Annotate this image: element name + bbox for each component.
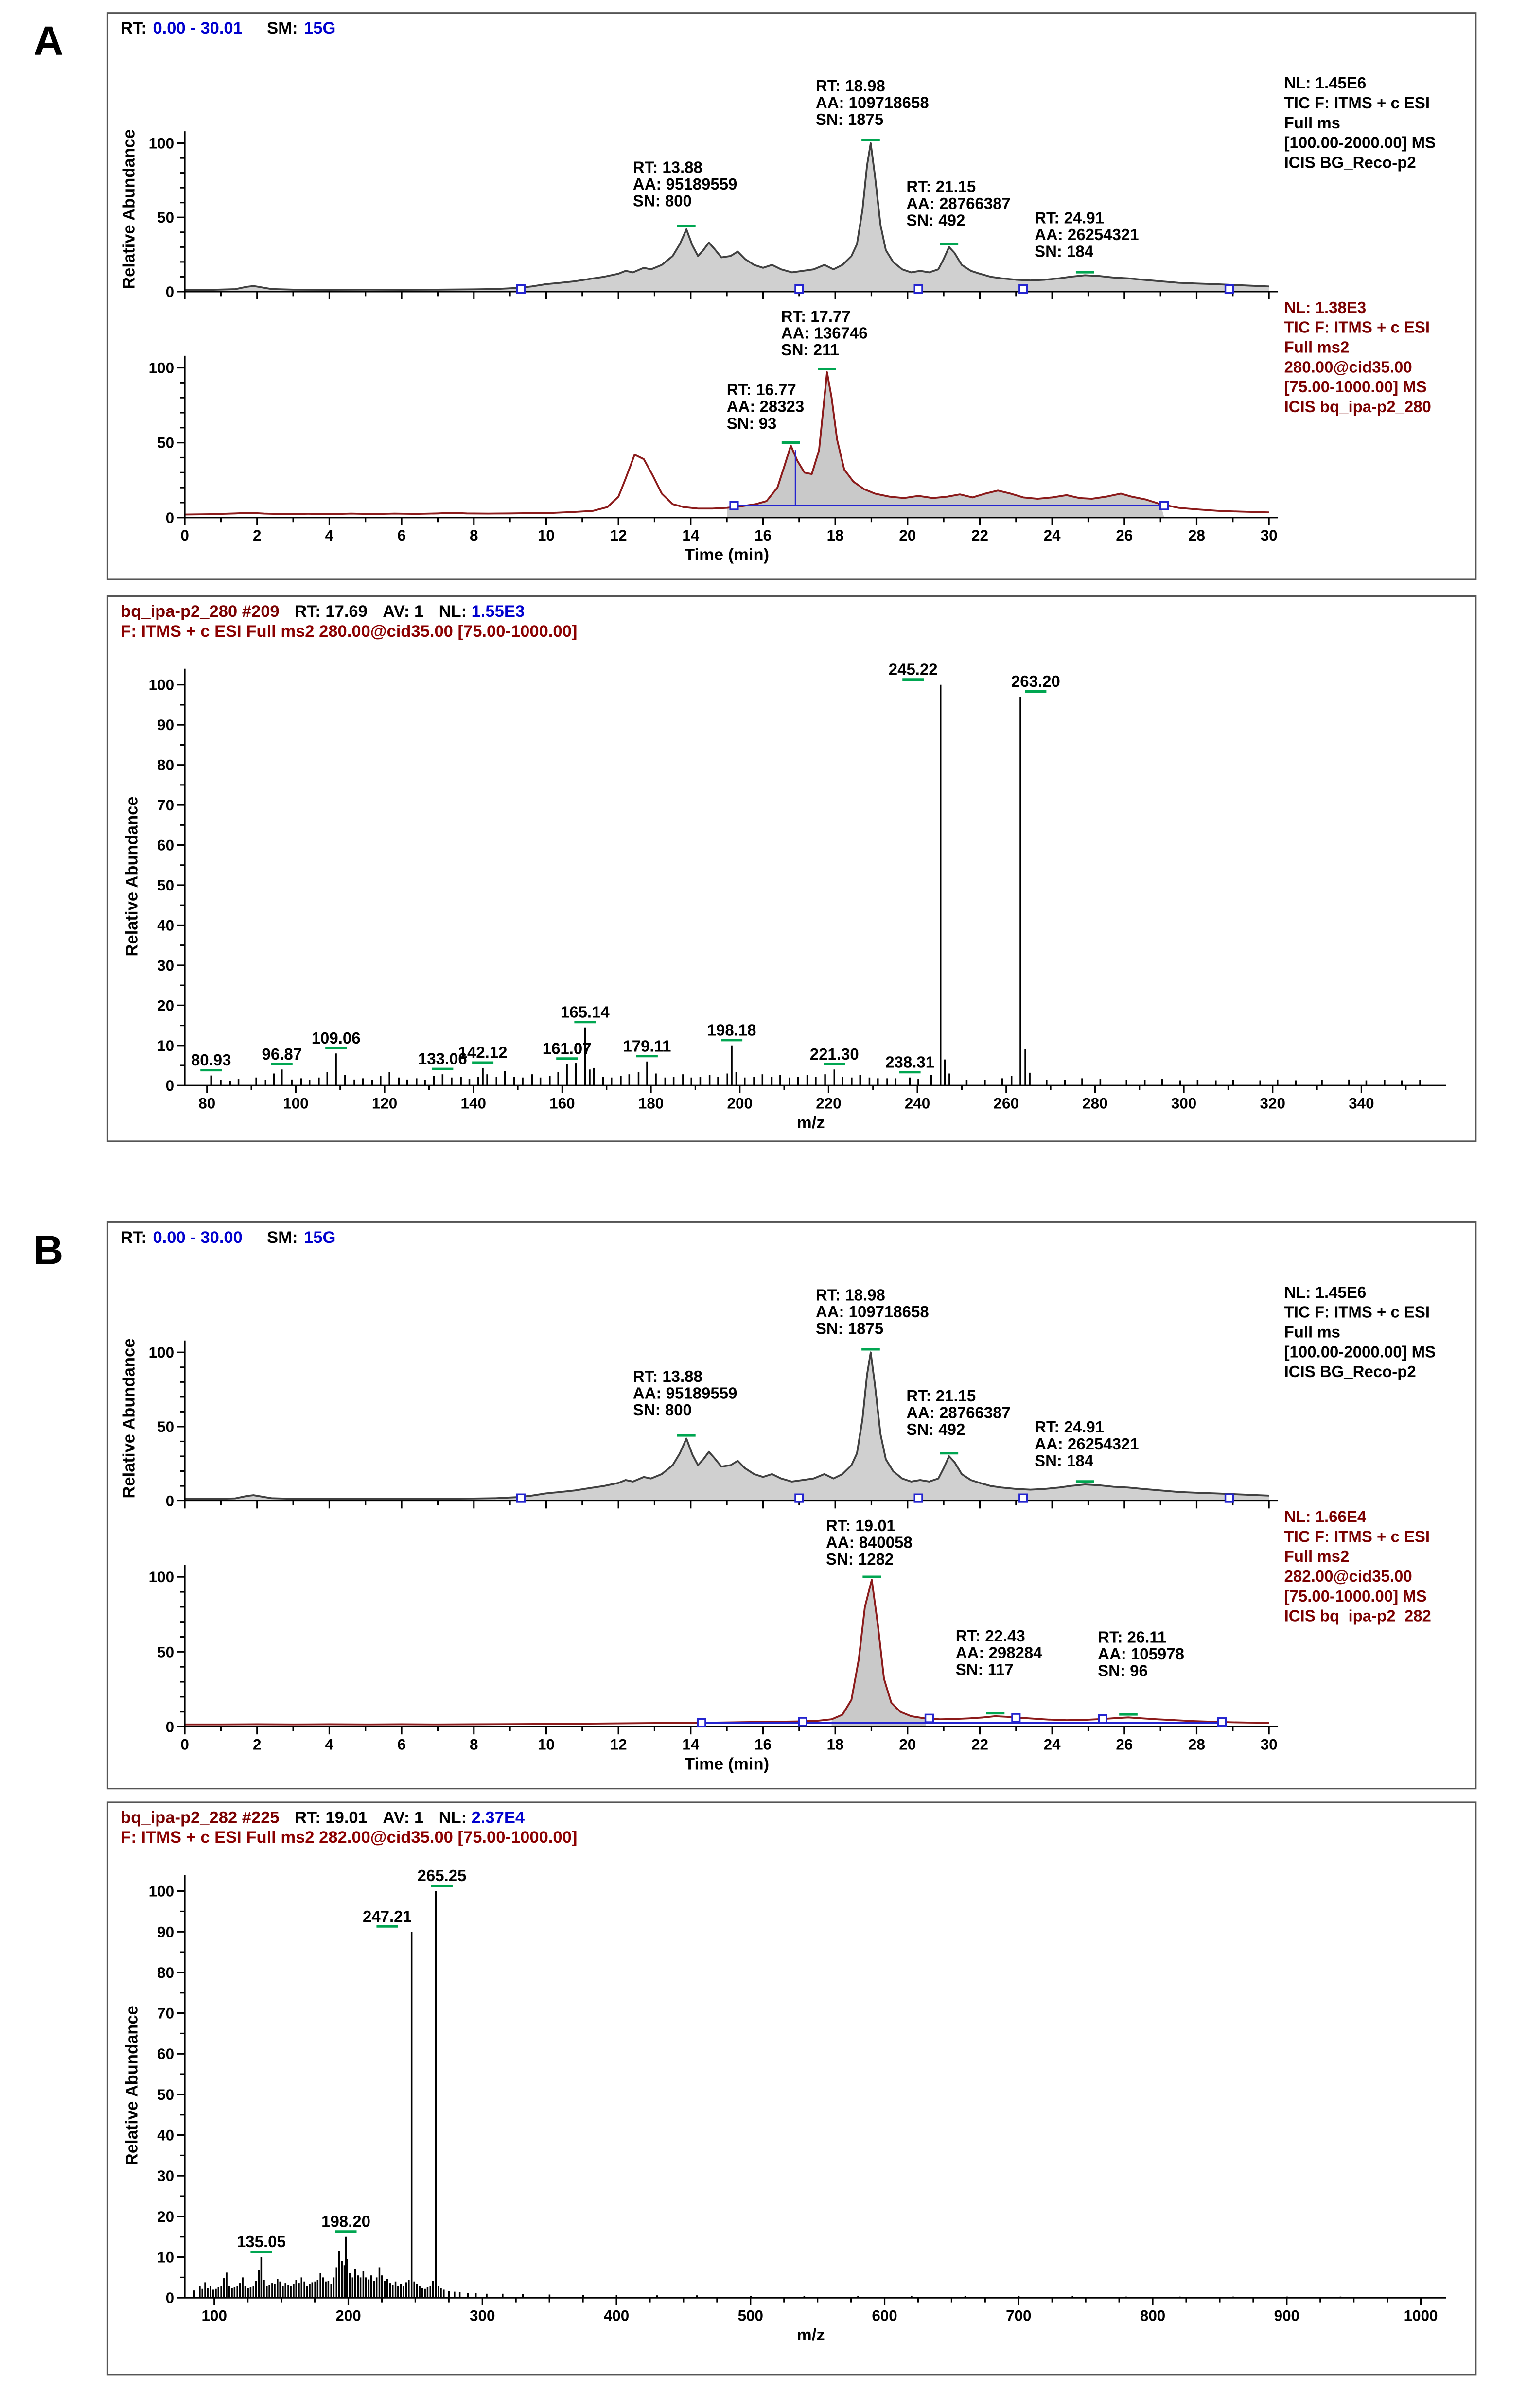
peak-annotation: AA: 95189559 xyxy=(632,175,737,193)
scan-rt: RT: 17.69 xyxy=(295,603,368,622)
detector-info-line: NL: 1.45E6 xyxy=(1284,74,1367,92)
detector-info-line: NL: 1.45E6 xyxy=(1284,1283,1367,1301)
tick-label: 16 xyxy=(754,1736,772,1753)
scan-av: AV: 1 xyxy=(383,603,424,622)
tick-label: 90 xyxy=(157,1923,175,1941)
tick-label: 50 xyxy=(157,434,175,452)
tick-label: 40 xyxy=(157,2127,175,2144)
peak-annotation: AA: 840058 xyxy=(825,1533,913,1552)
rt-value: 0.00 - 30.00 xyxy=(153,1229,243,1248)
peak-annotation: RT: 18.98 xyxy=(815,76,885,95)
tick-label: 240 xyxy=(904,1095,930,1112)
tick-label: 340 xyxy=(1349,1095,1374,1112)
tick-label: 600 xyxy=(872,2307,897,2324)
peak-annotation: RT: 22.43 xyxy=(955,1626,1025,1645)
detector-info-line: Full ms2 xyxy=(1284,338,1350,356)
tick-label: 140 xyxy=(460,1095,486,1112)
peak-annotation: SN: 1875 xyxy=(815,110,884,128)
mz-peak-label: 80.93 xyxy=(191,1051,231,1069)
integration-marker xyxy=(517,285,525,293)
mz-peak-label: 161.07 xyxy=(542,1039,592,1058)
peak-annotation: SN: 184 xyxy=(1035,1451,1094,1470)
peak-annotation: SN: 93 xyxy=(726,414,777,433)
detector-info-line: [75.00-1000.00] MS xyxy=(1284,1587,1427,1605)
integration-marker xyxy=(1226,285,1233,293)
tick-label: 6 xyxy=(397,1736,406,1753)
detector-info-line: [75.00-1000.00] MS xyxy=(1284,378,1427,396)
peak-annotation: RT: 17.77 xyxy=(781,307,851,326)
integration-marker xyxy=(914,285,922,293)
peak-annotation: AA: 109718658 xyxy=(815,93,929,112)
peak-annotation: AA: 28766387 xyxy=(906,1403,1011,1422)
y-axis-title: Relative Abundance xyxy=(123,796,142,957)
tick-label: 0 xyxy=(165,1492,175,1510)
peak-annotation: RT: 21.15 xyxy=(906,1386,976,1405)
y-axis-title: Relative Abundance xyxy=(121,1338,139,1499)
peak-annotation: SN: 184 xyxy=(1035,242,1094,261)
mz-peak-label: 247.21 xyxy=(363,1907,412,1925)
tick-label: 2 xyxy=(253,526,262,544)
tick-label: 10 xyxy=(157,2249,175,2266)
tick-label: 20 xyxy=(157,2208,175,2225)
mz-peak-label: 238.31 xyxy=(885,1053,935,1071)
peak-annotation: RT: 13.88 xyxy=(632,1367,702,1386)
scan-av: AV: 1 xyxy=(383,1809,424,1828)
tick-label: 18 xyxy=(826,1736,844,1753)
tick-label: 100 xyxy=(148,1344,175,1361)
mz-peak-label: 142.12 xyxy=(458,1043,508,1062)
peak-annotation: AA: 95189559 xyxy=(632,1384,737,1402)
tick-label: 200 xyxy=(727,1095,753,1112)
panel-b-letter: B xyxy=(34,1227,64,1274)
tick-label: 260 xyxy=(993,1095,1019,1112)
tick-label: 120 xyxy=(371,1095,398,1112)
y-axis-title: Relative Abundance xyxy=(121,129,139,289)
trace-fill xyxy=(185,143,1269,292)
tick-label: 160 xyxy=(549,1095,575,1112)
integration-marker xyxy=(730,502,738,509)
tick-label: 30 xyxy=(157,957,175,974)
tick-label: 8 xyxy=(470,526,478,544)
tick-label: 28 xyxy=(1188,1736,1205,1753)
mz-peak-label: 221.30 xyxy=(809,1045,859,1063)
mz-axis-title: m/z xyxy=(797,2326,825,2345)
tick-label: 26 xyxy=(1116,526,1133,544)
peak-annotation: SN: 492 xyxy=(906,211,965,229)
mz-peak-label: 263.20 xyxy=(1011,672,1060,691)
tick-label: 500 xyxy=(737,2307,763,2324)
peak-annotation: AA: 136746 xyxy=(781,324,868,342)
tick-label: 30 xyxy=(157,2167,175,2185)
tick-label: 10 xyxy=(537,1736,555,1753)
detector-info-line: ICIS bq_ipa-p2_282 xyxy=(1284,1606,1431,1625)
detector-info-line: ICIS BG_Reco-p2 xyxy=(1284,153,1416,172)
mz-peak-label: 265.25 xyxy=(417,1867,467,1885)
mz-peak-label: 109.06 xyxy=(311,1029,361,1047)
y-axis-title: Relative Abundance xyxy=(123,2006,142,2166)
peak-annotation: AA: 26254321 xyxy=(1035,226,1139,244)
detector-info-line: TIC F: ITMS + c ESI xyxy=(1284,1303,1430,1321)
tick-label: 30 xyxy=(1260,1736,1278,1753)
trace-fill xyxy=(832,1580,926,1727)
mz-axis-title: m/z xyxy=(797,1114,825,1133)
tick-label: 12 xyxy=(610,1736,627,1753)
tick-label: 22 xyxy=(971,1736,988,1753)
integration-marker xyxy=(1019,285,1027,293)
tick-label: 50 xyxy=(157,1643,175,1661)
spectrum-a-filter-header: F: ITMS + c ESI Full ms2 280.00@cid35.00 [75.00-1000.00] xyxy=(121,623,578,642)
tick-label: 90 xyxy=(157,716,175,734)
tick-label: 0 xyxy=(165,509,175,526)
integration-marker xyxy=(795,285,803,293)
rt-label: RT: xyxy=(121,19,147,38)
detector-info-line: ICIS bq_ipa-p2_280 xyxy=(1284,398,1431,416)
tick-label: 16 xyxy=(754,526,772,544)
peak-annotation: SN: 800 xyxy=(632,192,692,210)
tick-label: 18 xyxy=(826,526,844,544)
rt-value: 0.00 - 30.01 xyxy=(153,19,243,38)
tick-label: 8 xyxy=(470,1736,478,1753)
tick-label: 60 xyxy=(157,2045,175,2063)
tick-label: 24 xyxy=(1043,1736,1061,1753)
integration-marker xyxy=(926,1714,933,1722)
tick-label: 0 xyxy=(165,283,175,300)
tick-label: 300 xyxy=(1171,1095,1197,1112)
tick-label: 20 xyxy=(899,526,916,544)
tick-label: 20 xyxy=(899,1736,916,1753)
tick-label: 80 xyxy=(157,756,175,774)
peak-annotation: RT: 13.88 xyxy=(632,158,702,176)
detector-info-line: [100.00-2000.00] MS xyxy=(1284,1343,1436,1361)
peak-annotation: RT: 26.11 xyxy=(1098,1628,1167,1646)
tick-label: 14 xyxy=(682,526,700,544)
sm-label: SM: xyxy=(267,19,298,38)
peak-annotation: SN: 117 xyxy=(955,1660,1014,1679)
tick-label: 100 xyxy=(148,135,175,152)
tick-label: 220 xyxy=(816,1095,842,1112)
integration-marker xyxy=(517,1494,525,1502)
panel-b-chromatograms xyxy=(107,1221,1476,1789)
tick-label: 900 xyxy=(1274,2307,1300,2324)
tick-label: 50 xyxy=(157,1418,175,1435)
peak-annotation: AA: 109718658 xyxy=(815,1302,929,1321)
peak-annotation: RT: 19.01 xyxy=(825,1516,895,1535)
tick-label: 12 xyxy=(610,526,627,544)
tick-label: 50 xyxy=(157,2086,175,2103)
panel-b-spectrum-canvas xyxy=(108,1803,1478,2377)
peak-annotation: RT: 24.91 xyxy=(1035,1418,1105,1436)
panel-a-letter: A xyxy=(34,18,64,64)
peak-annotation: AA: 28323 xyxy=(726,397,805,416)
detector-info-line: Full ms xyxy=(1284,1323,1341,1341)
peak-annotation: AA: 28766387 xyxy=(906,194,1011,212)
detector-info-line: 282.00@cid35.00 xyxy=(1284,1567,1412,1586)
tick-label: 22 xyxy=(971,526,988,544)
tick-label: 400 xyxy=(603,2307,630,2324)
tick-label: 24 xyxy=(1043,526,1061,544)
mz-peak-label: 198.20 xyxy=(321,2212,370,2231)
sm-value: 15G xyxy=(304,19,336,38)
tick-label: 28 xyxy=(1188,526,1205,544)
tick-label: 180 xyxy=(638,1095,664,1112)
scan-id: bq_ipa-p2_282 #225 xyxy=(121,1809,280,1828)
tick-label: 80 xyxy=(157,1964,175,1981)
tick-label: 100 xyxy=(148,676,175,694)
peak-annotation: AA: 26254321 xyxy=(1035,1434,1139,1453)
detector-info-line: 280.00@cid35.00 xyxy=(1284,358,1412,376)
tick-label: 10 xyxy=(157,1037,175,1054)
tick-label: 0 xyxy=(165,1718,175,1736)
mz-peak-label: 179.11 xyxy=(623,1037,671,1055)
integration-marker xyxy=(914,1494,922,1502)
tick-label: 100 xyxy=(148,1883,175,1900)
time-axis-title: Time (min) xyxy=(685,1756,770,1774)
tick-label: 320 xyxy=(1260,1095,1285,1112)
nl-label: NL: xyxy=(439,603,467,622)
peak-annotation: AA: 105978 xyxy=(1098,1644,1184,1663)
peak-annotation: SN: 492 xyxy=(906,1420,965,1439)
tick-label: 200 xyxy=(335,2307,361,2324)
mz-peak-label: 135.05 xyxy=(236,2233,286,2251)
peak-annotation: AA: 298284 xyxy=(955,1643,1042,1662)
mz-peak-label: 245.22 xyxy=(888,660,938,679)
tick-label: 50 xyxy=(157,209,175,227)
peak-annotation: RT: 16.77 xyxy=(726,381,796,399)
tick-label: 0 xyxy=(165,2289,175,2307)
tick-label: 40 xyxy=(157,917,175,934)
spectrum-b-filter-header: F: ITMS + c ESI Full ms2 282.00@cid35.00 [75.00-1000.00] xyxy=(121,1829,578,1848)
panel-a-spectrum-canvas xyxy=(108,597,1478,1143)
tick-label: 100 xyxy=(148,359,175,377)
tick-label: 26 xyxy=(1116,1736,1133,1753)
peak-annotation: SN: 211 xyxy=(781,341,839,359)
integration-marker xyxy=(1226,1494,1233,1502)
peak-annotation: SN: 1875 xyxy=(815,1319,884,1338)
panel-a-chromatograms xyxy=(107,12,1476,580)
detector-info-line: NL: 1.38E3 xyxy=(1284,298,1367,316)
peak-annotation: RT: 21.15 xyxy=(906,177,976,196)
tick-label: 60 xyxy=(157,837,175,854)
peak-annotation: RT: 24.91 xyxy=(1035,209,1105,227)
integration-marker xyxy=(1218,1718,1226,1726)
tick-label: 70 xyxy=(157,2005,175,2022)
tick-label: 700 xyxy=(1006,2307,1032,2324)
integration-marker xyxy=(698,1719,705,1727)
detector-info-line: TIC F: ITMS + c ESI xyxy=(1284,1527,1430,1546)
tick-label: 0 xyxy=(180,526,189,544)
detector-info-line: ICIS BG_Reco-p2 xyxy=(1284,1362,1416,1381)
panel-b-spectrum xyxy=(107,1801,1476,2375)
rt-label: RT: xyxy=(121,1229,147,1248)
detector-info-line: [100.00-2000.00] MS xyxy=(1284,133,1436,152)
scan-id: bq_ipa-p2_280 #209 xyxy=(121,603,280,622)
tick-label: 100 xyxy=(283,1095,309,1112)
nl-value: 2.37E4 xyxy=(471,1809,525,1828)
time-axis-title: Time (min) xyxy=(685,546,770,565)
detector-info-line: Full ms xyxy=(1284,113,1341,132)
tick-label: 14 xyxy=(682,1736,700,1753)
tick-label: 100 xyxy=(148,1569,175,1586)
mz-peak-label: 133.06 xyxy=(418,1049,467,1068)
nl-value: 1.55E3 xyxy=(471,603,525,622)
panel-b-chromatogram-canvas xyxy=(108,1223,1478,1791)
integration-marker xyxy=(795,1494,803,1502)
tick-label: 70 xyxy=(157,797,175,814)
detector-info-line: Full ms2 xyxy=(1284,1547,1350,1566)
panel-a-chromatogram-canvas xyxy=(108,14,1478,581)
peak-annotation: SN: 1282 xyxy=(825,1550,894,1568)
tick-label: 80 xyxy=(198,1095,216,1112)
integration-marker xyxy=(1019,1494,1027,1502)
tick-label: 30 xyxy=(1260,526,1278,544)
mz-peak-label: 165.14 xyxy=(560,1003,610,1021)
panel-a-spectrum xyxy=(107,595,1476,1142)
peak-annotation: RT: 18.98 xyxy=(815,1286,885,1304)
tick-label: 0 xyxy=(180,1736,189,1753)
detector-info-line: TIC F: ITMS + c ESI xyxy=(1284,94,1430,112)
tick-label: 100 xyxy=(201,2307,227,2324)
tick-label: 280 xyxy=(1082,1095,1108,1112)
trace-fill xyxy=(185,1352,1269,1501)
tick-label: 6 xyxy=(397,526,406,544)
sm-value: 15G xyxy=(304,1229,336,1248)
tick-label: 0 xyxy=(165,1077,175,1095)
tick-label: 2 xyxy=(253,1736,262,1753)
tick-label: 800 xyxy=(1140,2307,1166,2324)
integration-marker xyxy=(799,1718,807,1726)
peak-annotation: SN: 96 xyxy=(1098,1661,1148,1680)
mz-peak-label: 96.87 xyxy=(262,1045,302,1063)
detector-info-line: NL: 1.66E4 xyxy=(1284,1507,1367,1526)
tick-label: 4 xyxy=(325,1736,334,1753)
integration-marker xyxy=(1160,502,1168,509)
tick-label: 1000 xyxy=(1404,2307,1438,2324)
sm-label: SM: xyxy=(267,1229,298,1248)
mz-peak-label: 198.18 xyxy=(707,1021,756,1039)
nl-label: NL: xyxy=(439,1809,467,1828)
tick-label: 300 xyxy=(470,2307,495,2324)
integration-marker xyxy=(1099,1715,1106,1723)
tick-label: 50 xyxy=(157,876,175,894)
integration-marker xyxy=(1012,1714,1020,1722)
tick-label: 20 xyxy=(157,997,175,1014)
tick-label: 10 xyxy=(537,526,555,544)
detector-info-line: TIC F: ITMS + c ESI xyxy=(1284,318,1430,336)
peak-annotation: SN: 800 xyxy=(632,1401,692,1419)
tick-label: 4 xyxy=(325,526,334,544)
scan-rt: RT: 19.01 xyxy=(295,1809,368,1828)
